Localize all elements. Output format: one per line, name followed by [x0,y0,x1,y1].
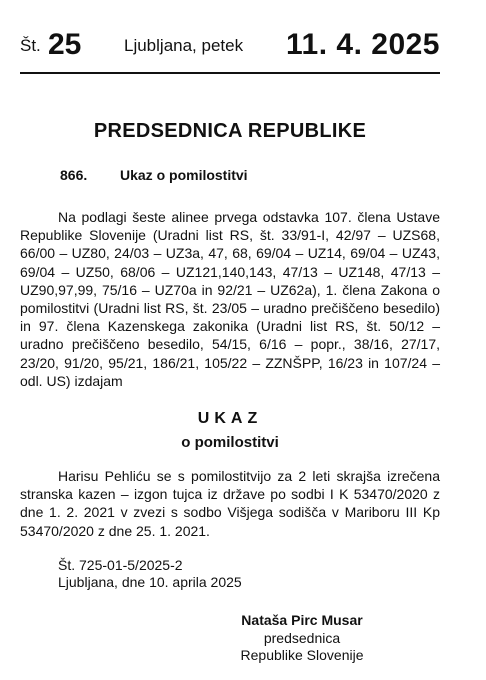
decree-subheading: o pomilostitvi [181,434,279,451]
signer-office: Republike Slovenije [240,647,364,663]
issue-date: 11. 4. 2025 [286,28,440,61]
act-title: Ukaz o pomilostitvi [120,167,248,183]
decree-body: Harisu Pehliću se s pomilostitvijo za 2 leti skrajša izrečena stranska kazen – izgon tujca iz države po sodbi I K 53470/2020 z dne 1. 2. 2021 v zvezi s sodbo Višjega sodišča v Mariboru III Kp 53470/2020 z dne 25. 1. 2021. [20,468,440,539]
place-date: Ljubljana, dne 10. aprila 2025 [58,574,242,590]
place-day: Ljubljana, petek [124,36,244,55]
issuer-heading: PREDSEDNICA REPUBLIKE [93,120,367,142]
reference-number: Št. 725-01-5/2025-2 [58,557,183,573]
issue-label: Št. [20,36,41,55]
gazette-header [20,30,440,70]
signer-role: predsednica [263,630,341,646]
issue-number: 25 [48,28,82,61]
decree-heading: UKAZ [197,410,263,427]
preamble-paragraph: Na podlagi šeste alinee prvega odstavka 107. člena Ustave Republike Slovenije (Uradni list RS, št. 33/91-I, 42/97 – UZS68, 66/00 – UZ80, 24/03 – UZ3a, 47, 68, 69/04 – UZ14, 69/04 – UZ43, 69/04 – UZ50, 68/06 – UZ121,140,143, 47/13 – UZ148, 47/13 – UZ90,97,99, 75/16 – UZ70a in 92/21 – UZ62a), 1. člena Zakona o pomilostitvi (Uradni list RS, št. 23/05 – uradno prečiščeno besedilo) in 97. člena Kazenskega zakonika (Uradni list RS, št. 50/12 – uradno prečiščeno besedilo, 54/15, 6/16 – popr., 38/16, 27/17, 23/20, 91/20, 95/21, 186/21, 105/22 – ZZNŠPP, 16/23 in 107/24 – odl. US) izdajam [20,209,440,389]
header-rule [20,72,440,74]
act-number: 866. [60,167,88,183]
signer-name: Nataša Pirc Musar [241,612,363,628]
